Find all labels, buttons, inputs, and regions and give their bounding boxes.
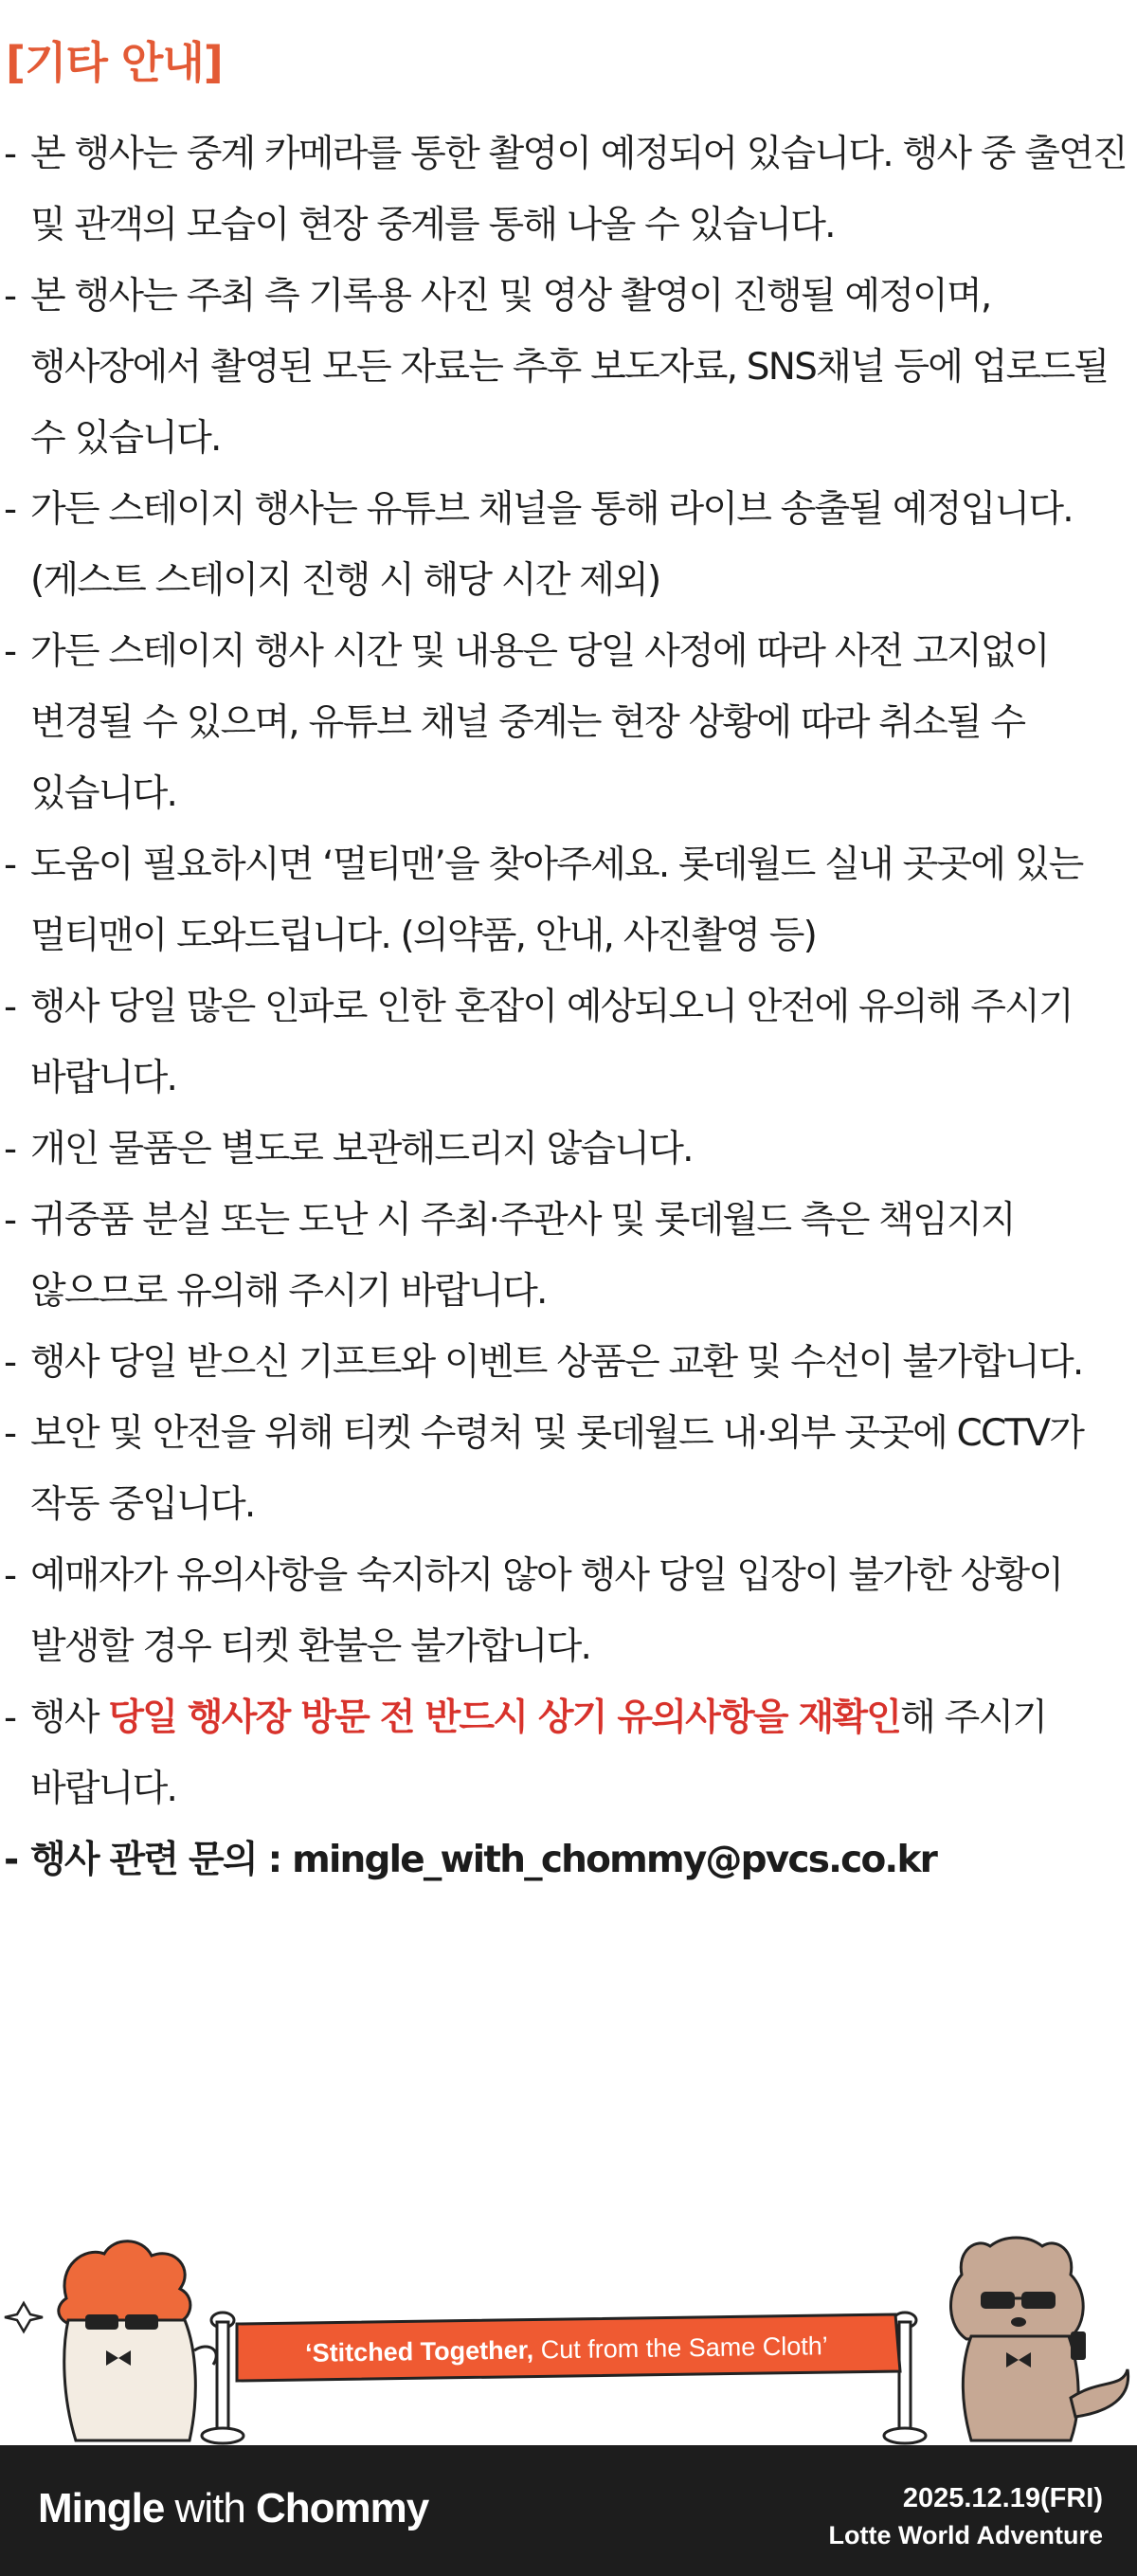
brand-last: Chommy — [256, 2485, 429, 2531]
section-title: [기타 안내] — [6, 37, 223, 88]
notice-item: - 가든 스테이지 행사 시간 및 내용은 당일 사정에 따라 사전 고지없이 변경될 수 있으며, 유튜브 채널 중계는 현장 상황에 따라 취소될 수 있습니다. — [0, 616, 1133, 829]
notice-item: - 가든 스테이지 행사는 유튜브 채널을 통해 라이브 송출될 예정입니다. (게스트 스테이지 진행 시 해당 시간 제외) — [0, 474, 1133, 616]
brand-first: Mingle — [38, 2485, 165, 2531]
reconfirm-highlight: 당일 행사장 방문 전 반드시 상기 유의사항을 재확인 — [108, 1696, 901, 1739]
reconfirm-notice — [0, 1682, 1133, 1824]
mascot-banner-illustration — [0, 2208, 1137, 2445]
brand-with: with — [164, 2485, 257, 2531]
notice-item: - 본 행사는 중계 카메라를 통한 촬영이 예정되어 있습니다. 행사 중 출연진 및 관객의 모습이 현장 중계를 통해 나올 수 있습니다. — [0, 118, 1133, 261]
event-date: 2025.12.19(FRI) — [902, 2483, 1103, 2513]
left-mascot-illustration — [5, 2241, 216, 2440]
notice-item: - 개인 물품은 별도로 보관해드리지 않습니다. — [0, 1114, 1133, 1185]
notice-item: - 행사 당일 받으신 기프트와 이벤트 상품은 교환 및 수선이 불가합니다. — [0, 1327, 1133, 1398]
notice-item: - 보안 및 안전을 위해 티켓 수령처 및 롯데월드 내·외부 곳곳에 CCTV가 작동 중입니다. — [0, 1398, 1133, 1540]
banner-text-bold: ‘Stitched Together, — [304, 2335, 534, 2367]
right-mascot-illustration — [951, 2238, 1128, 2440]
notice-item: - 도움이 필요하시면 ‘멀티맨’을 찾아주세요. 롯데월드 실내 곳곳에 있는 멀티맨이 도와드립니다. (의약품, 안내, 사진촬영 등) — [0, 829, 1133, 971]
notice-item: - 본 행사는 주최 측 기록용 사진 및 영상 촬영이 진행될 예정이며, 행사장에서 촬영된 모든 자료는 추후 보도자료, SNS채널 등에 업로드될 수 있습니다. — [0, 261, 1133, 474]
event-venue: Lotte World Adventure — [828, 2521, 1103, 2549]
footer — [0, 2445, 1137, 2576]
notice-item: - 행사 당일 많은 인파로 인한 혼잡이 예상되오니 안전에 유의해 주시기 바랍니다. — [0, 971, 1133, 1114]
contact-notice: - 행사 관련 문의 : mingle_with_chommy@pvcs.co.kr — [0, 1824, 1133, 1896]
banner-text-rest: Cut from the Same Cloth’ — [532, 2331, 828, 2365]
reconfirm-prefix: 행사 — [30, 1696, 109, 1739]
notice-list — [0, 118, 1133, 1896]
notice-item: - 예매자가 유의사항을 숙지하지 않아 행사 당일 입장이 불가한 상황이 발생할 경우 티켓 환불은 불가합니다. — [0, 1540, 1133, 1682]
notice-item: - 귀중품 분실 또는 도난 시 주최·주관사 및 롯데월드 측은 책임지지 않으므로 유의해 주시기 바랍니다. — [0, 1185, 1133, 1327]
reconfirm-suffix: 해 주시기 바랍니다. — [30, 1696, 1047, 1810]
brand-logo — [38, 2485, 428, 2532]
